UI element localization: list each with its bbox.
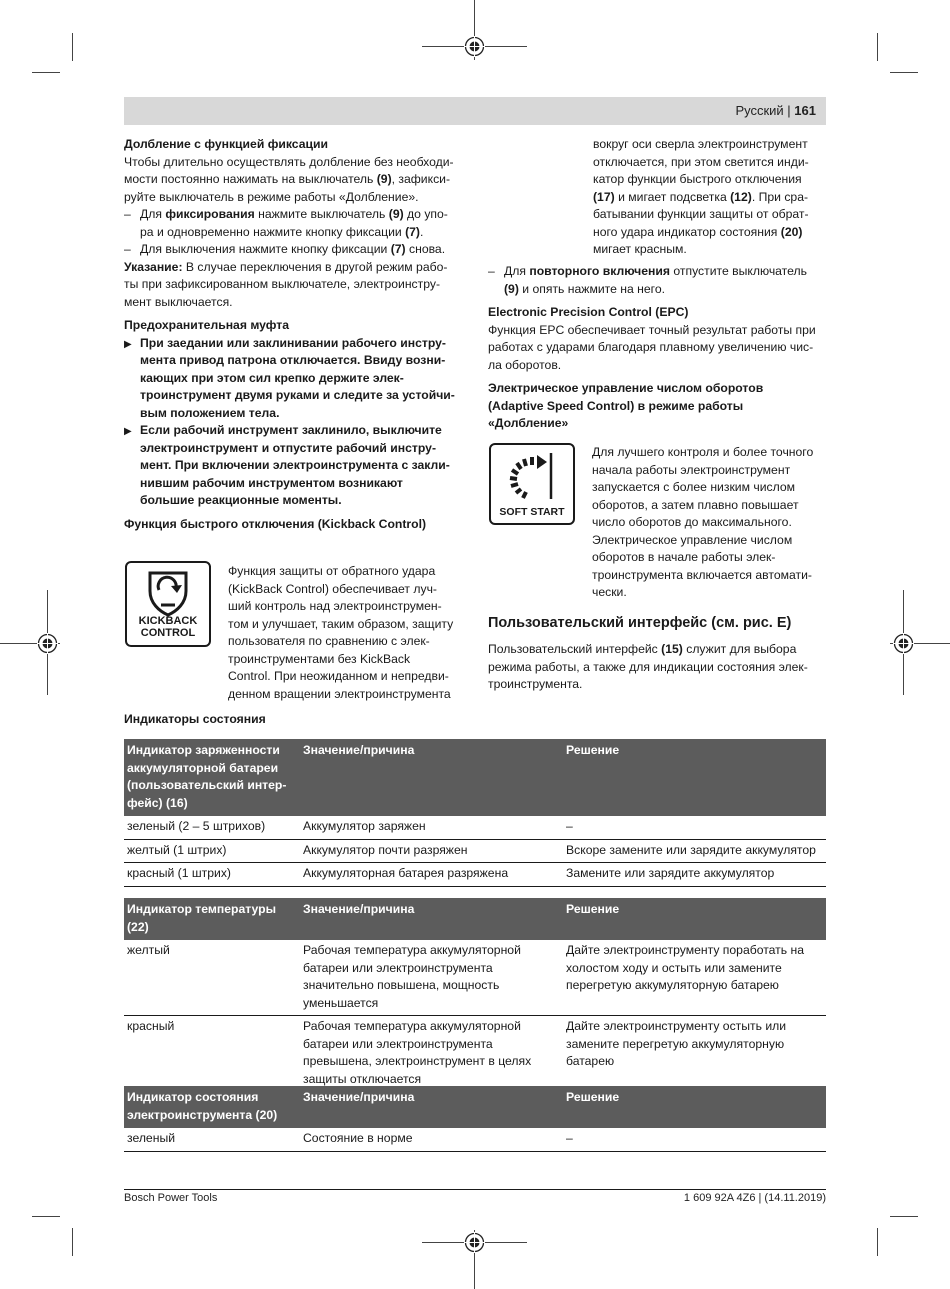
table-header-cell: Решение <box>563 898 826 940</box>
crop-mark <box>32 1216 60 1217</box>
header-separator: | <box>783 103 795 118</box>
page-header <box>124 97 826 125</box>
warning-item: ▶ При заедании или заклинивании рабочего инстру- мента привод патрона отключается. Ввиду возни- кающих при этом сил крепко держите элек- троинструмент двумя руками и следите за устойчи- вым положением тела. <box>124 335 469 423</box>
table-cell: красный <box>124 1016 300 1092</box>
table-header-row <box>124 739 826 816</box>
table-cell: Рабочая температура аккумуляторной батареи или электроинструмента значительно повышена, мощность уменьшается <box>300 940 563 1016</box>
table-cell: желтый <box>124 940 300 1016</box>
registration-mark-icon <box>464 36 485 57</box>
section-title-epc: Electronic Precision Control (EPC) <box>488 305 689 319</box>
kickback-control-icon <box>125 561 211 647</box>
shield-arrow-icon <box>127 565 209 621</box>
section-title-chiseling-lock: Долбление с функцией фиксации <box>124 137 328 151</box>
list-item: – Для повторного включения отпустите выключатель (9) и опять нажмите на него. <box>488 264 807 296</box>
arrow-right-icon: ▶ <box>124 338 132 350</box>
kickback-continuation: вокруг оси сверла электроинструмент отключается, при этом светится инди- катор функции быстрого отключения (17) и мигает подсветка (12). При сра- батывании функции защиты от обрат- ного удара индикатор состояния (20) мигает красным. <box>593 137 809 256</box>
section-title-status: Индикаторы состояния <box>124 712 266 726</box>
table-cell: Дайте электроинструменту остыть или замените перегретую аккумуляторную батарею <box>563 1016 826 1092</box>
table-row <box>124 816 826 839</box>
section-title-kickback: Функция быстрого отключения (Kickback Control) <box>124 516 427 531</box>
registration-mark-icon <box>893 633 914 654</box>
right-column: – Для повторного включения отпустите выключатель (9) и опять нажмите на него. Electronic Precision Control (EPC) Функция EPC обеспечивает точный результат работы при работах с ударами благодаря плавному увеличению чис- ла оборотов. Электрическое управление числом оборотов (Adaptive Speed Control) в режиме работы «Долбление» <box>488 263 828 433</box>
table-row <box>124 863 826 887</box>
table-header-row <box>124 1086 826 1128</box>
table-cell: Дайте электроинструменту поработать на холостом ходу и остыть или замените перегретую аккумуляторную батарею <box>563 940 826 1016</box>
left-column <box>124 136 469 533</box>
soft-start-description: Для лучшего контроля и более точного начала работы электроинструмент запускается с более низким числом оборотов, а затем плавно повышает число оборотов до максимального. Электрическое управление числом оборотов в начале работы элек- троинструмента включается автомати- чески. <box>592 445 814 599</box>
crop-mark <box>72 33 73 61</box>
table-header-cell: Индикатор температуры (22) <box>124 898 300 940</box>
list-item: – Для выключения нажмите кнопку фиксации (7) снова. <box>124 242 446 256</box>
table-header-cell: Индикатор заряженности аккумуляторной батареи (пользовательский интер-фейс) (16) <box>124 739 300 816</box>
table-cell: Аккумулятор почти разряжен <box>300 839 563 863</box>
soft-start-icon <box>489 443 575 525</box>
temperature-status-table <box>124 898 826 1092</box>
table-row <box>124 940 826 1016</box>
paragraph: Чтобы длительно осуществлять долбление без необходи- мости постоянно нажимать на выключатель (9), зафикси- руйте выключатель в режиме работы «Долбление». <box>124 154 454 204</box>
crop-mark <box>72 1228 73 1256</box>
user-interface-description: Пользовательский интерфейс (15) служит для выбора режима работы, а также для индикации состояния элек- троинструмента. <box>488 642 808 691</box>
table-header-cell: Решение <box>563 1086 826 1128</box>
table-cell: красный (1 штрих) <box>124 863 300 887</box>
table-header-row <box>124 898 826 940</box>
table-row <box>124 1016 826 1092</box>
footer-rule <box>124 1189 826 1190</box>
table-cell: Аккумулятор заряжен <box>300 816 563 839</box>
crop-mark <box>890 72 918 73</box>
table-header-cell: Значение/причина <box>300 739 563 816</box>
table-row <box>124 1128 826 1151</box>
crop-mark <box>32 72 60 73</box>
table-cell: зеленый <box>124 1128 300 1151</box>
table-cell: Состояние в норме <box>300 1128 563 1151</box>
table-cell: – <box>563 816 826 839</box>
crop-mark <box>890 1216 918 1217</box>
table-header-cell: Значение/причина <box>300 1086 563 1128</box>
arrow-right-icon: ▶ <box>124 426 132 437</box>
section-title-adaptive-speed: Электрическое управление числом оборотов (Adaptive Speed Control) в режиме работы «Долбление» <box>488 381 764 430</box>
warning-item: ▶ Если рабочий инструмент заклинило, выключите электроинструмент и отпустите рабочий инстру- мент. При включении электроинструмента с закли- нившим рабочим инструментом возникают большие реакционные моменты. <box>124 422 469 510</box>
kickback-description: Функция защиты от обратного удара (KickBack Control) обеспечивает луч- ший контроль над электроинструмен- том и улучшает, таким образом, защиту пользователя по сравнению с элек- троинструментами без KickBack Control. При неожиданном и непредви- денном вращении электроинструмента <box>228 564 454 701</box>
soft-start-label: SOFT START <box>499 506 565 518</box>
crop-mark <box>877 33 878 61</box>
speed-ramp-icon <box>491 445 573 505</box>
table-cell: зеленый (2 – 5 штрихов) <box>124 816 300 839</box>
footer-brand: Bosch Power Tools <box>124 1192 218 1204</box>
list-item: – Для фиксирования нажмите выключатель (9) до упо- ра и одновременно нажмите кнопку фиксации (7). <box>124 207 448 239</box>
table-cell: Замените или зарядите аккумулятор <box>563 863 826 887</box>
footer-doc-number: 1 609 92A 4Z6 | (14.11.2019) <box>683 1192 826 1204</box>
table-header-cell: Значение/причина <box>300 898 563 940</box>
table-header-cell: Решение <box>563 739 826 816</box>
table-cell: – <box>563 1128 826 1151</box>
control-icon-label: CONTROL <box>140 627 196 639</box>
table-cell: Аккумуляторная батарея разряжена <box>300 863 563 887</box>
section-title-user-interface: Пользовательский интерфейс (см. рис. E) <box>488 615 792 631</box>
table-cell: желтый (1 штрих) <box>124 839 300 863</box>
page-number: 161 <box>794 103 816 118</box>
table-header-cell: Индикатор состояния электроинструмента (20) <box>124 1086 300 1128</box>
note: Указание: В случае переключения в другой режим рабо- ты при зафиксированном выключателе, электроинстру- мент выключается. <box>124 259 448 309</box>
battery-status-table <box>124 739 826 887</box>
table-cell: Вскоре замените или зарядите аккумулятор <box>563 839 826 863</box>
section-title-clutch: Предохранительная муфта <box>124 318 290 332</box>
crop-mark <box>877 1228 878 1256</box>
registration-mark-icon <box>464 1232 485 1253</box>
table-cell: Рабочая температура аккумуляторной батареи или электроинструмента превышена, электроинструмент в целях защиты отключается <box>300 1016 563 1092</box>
table-row <box>124 839 826 863</box>
tool-status-table <box>124 1086 826 1152</box>
header-language: Русский <box>735 103 784 118</box>
registration-mark-icon <box>37 633 58 654</box>
header-text <box>735 103 816 118</box>
kickback-icon-label: KICKBACK <box>138 615 198 627</box>
